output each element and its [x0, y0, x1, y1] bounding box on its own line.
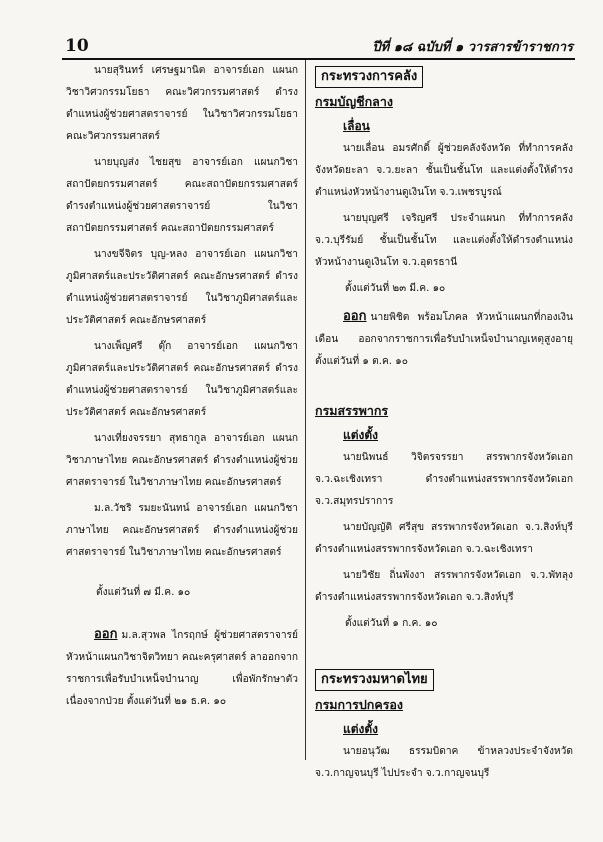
appointment-paragraph: ม.ล.วัชริ รมยะนันทน์ อาจารย์เอก แผนกวิชาภาษาไทย คณะอักษรศาสตร์ ดำรงตำแหน่งผู้ช่วยศาสตราจารย์ ในวิชาภาษาไทย คณะอักษรศาสตร์	[66, 503, 298, 558]
appointment-paragraph: นายบัญญัติ ศรีสุข สรรพากรจังหวัดเอก จ.ว.สิงห์บุรี ดำรงตำแหน่งสรรพากรจังหวัดเอก จ.ว.ฉะเชิงเทรา	[315, 522, 573, 555]
ministry-heading-finance: กระทรวงการคลัง	[315, 66, 423, 88]
appointment-paragraph: นางเพ็ญศรี ดุ๊ก อาจารย์เอก แผนกวิชาภูมิศาสตร์และประวัติศาสตร์ คณะอักษรศาสตร์ ดำรงตำแหน่งผู้ช่วยศาสตราจารย์ ในวิชาภูมิศาสตร์และประวัติศาสตร์ คณะอักษรศาสตร์	[66, 341, 298, 418]
ministry-heading-interior: กระทรวงมหาดไทย	[315, 669, 434, 691]
appointment-paragraph: นายนิพนธ์ วิจิตรจรรยา สรรพากรจังหวัดเอก จ.ว.ฉะเชิงเทรา ดำรงตำแหน่งสรรพากรจังหวัดเอก จ.ว.สมุทรปราการ	[315, 452, 573, 507]
action-heading-appoint: แต่งตั้ง	[343, 428, 379, 442]
resignation-label: ออก	[343, 309, 367, 324]
action-heading-appoint: แต่งตั้ง	[343, 722, 379, 736]
resignation-label: ออก	[94, 627, 118, 642]
effective-date: ตั้งแต่วันที่ ๑ ก.ค. ๑๐	[345, 618, 438, 629]
appointment-paragraph: นายเลื่อน อมรศักดิ์ ผู้ช่วยคลังจังหวัด ที่ทำการคลังจังหวัดยะลา จ.ว.ยะลา ชั้นเป็นชั้นโท และแต่งตั้งให้ดำรงตำแหน่งหัวหน้างานดูเงินโท จ.ว.เพชรบูรณ์	[315, 143, 573, 198]
running-header: ปีที่ ๑๘ ฉบับที่ ๑ วารสารข้าราชการ	[372, 40, 573, 55]
appointment-paragraph: นายบุญศรี เจริญศรี ประจำแผนก ที่ทำการคลัง จ.ว.บุรีรัมย์ ชั้นเป็นชั้นโท และแต่งตั้งให้ดำรงตำแหน่งหัวหน้างานดูเงินโท จ.ว.อุดรธานี	[315, 213, 573, 268]
appointment-paragraph: นายวิชัย ถิ่นพังงา สรรพากรจังหวัดเอก จ.ว.พัทลุง ดำรงตำแหน่งสรรพากรจังหวัดเอก จ.ว.สิงห์บุรี	[315, 570, 573, 603]
appointment-paragraph: นางขจีจิตร บุญ-หลง อาจารย์เอก แผนกวิชาภูมิศาสตร์และประวัติศาสตร์ คณะอักษรศาสตร์ ดำรงตำแหน่งผู้ช่วยศาสตราจารย์ ในวิชาภูมิศาสตร์และประวัติศาสตร์ คณะอักษรศาสตร์	[66, 249, 298, 326]
resignation-paragraph	[66, 624, 298, 713]
appointment-paragraph: นางเที่ยงจรรยา สุทธากูล อาจารย์เอก แผนกวิชาภาษาไทย คณะอักษรศาสตร์ ดำรงตำแหน่งผู้ช่วยศาสตราจารย์ ในวิชาภาษาไทย คณะอักษรศาสตร์	[66, 433, 298, 488]
appointment-paragraph: นายอนุวัฒ ธรรมบิดาค ข้าหลวงประจำจังหวัด จ.ว.กาญจนบุรี ไปประจำ จ.ว.กาญจนบุรี	[315, 746, 573, 779]
column-divider	[305, 60, 306, 760]
appointment-paragraph: นายบุญส่ง ไชยสุข อาจารย์เอก แผนกวิชาสถาปัตยกรรมศาสตร์ คณะสถาปัตยกรรมศาสตร์ ดำรงตำแหน่งผู้ช่วยศาสตราจารย์ ในวิชาสถาปัตยกรรมศาสตร์ คณะสถาปัตยกรรมศาสตร์	[66, 157, 298, 234]
left-column	[66, 60, 298, 717]
appointment-paragraph: นายสุรินทร์ เศรษฐมานิต อาจารย์เอก แผนกวิชาวิศวกรรมโยธา คณะวิศวกรรมศาสตร์ ดำรงตำแหน่งผู้ช่วยศาสตราจารย์ ในวิชาวิศวกรรมโยธา คณะวิศวกรรมศาสตร์	[66, 65, 298, 142]
resignation-text: ม.ล.สุวพล ไกรฤกษ์ ผู้ช่วยศาสตราจารย์ หัวหน้าแผนกวิชาจิตวิทยา คณะครุศาสตร์ ลาออกจากราชการเพื่อรับบำเหน็จบำนาญ เพื่อพักรักษาตัวเนื่องจากป่วย ตั้งแต่วันที่ ๒๑ ธ.ค. ๑๐	[66, 630, 298, 707]
department-heading-provincial-admin: กรมการปกครอง	[315, 697, 404, 712]
department-heading-comptroller: กรมบัญชีกลาง	[315, 94, 393, 109]
right-column	[315, 60, 573, 789]
department-heading-revenue: กรมสรรพากร	[315, 403, 389, 418]
resignation-paragraph	[315, 306, 573, 373]
resignation-text: นายพิชิต พร้อมโภคล หัวหน้าแผนกที่กองเงินเดือน ออกจากราชการเพื่อรับบำเหน็จบำนาญเหตุสูงอายุ ตั้งแต่วันที่ ๑ ต.ค. ๑๐	[315, 312, 573, 367]
page-number: 10	[65, 36, 89, 56]
action-heading-promote: เลื่อน	[343, 119, 370, 133]
effective-date: ตั้งแต่วันที่ ๗ มี.ค. ๑๐	[96, 587, 191, 598]
effective-date: ตั้งแต่วันที่ ๒๓ มี.ค. ๑๐	[345, 283, 446, 294]
